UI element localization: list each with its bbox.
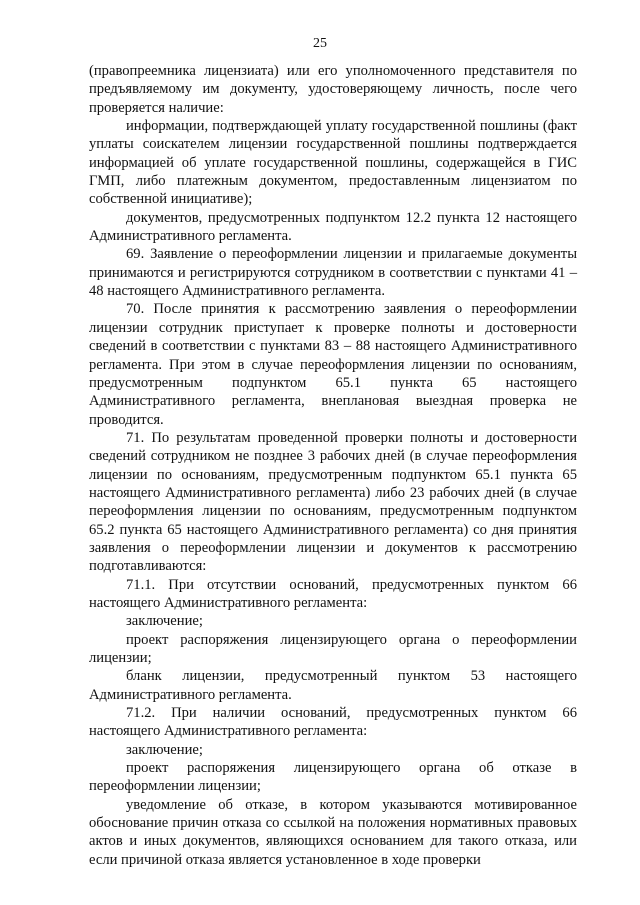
paragraph: информации, подтверждающей уплату государственной пошлины (факт уплаты соискателем лицензии государственной пошлины подтверждается информацией об уплате государственной пошлины, содержащейся в ГИС ГМП, либо платежным документом, предоставленным лицензиатом по собственной инициативе); xyxy=(89,118,577,208)
paragraph: уведомление об отказе, в котором указываются мотивированное обоснование причин отказа со ссылкой на положения нормативных правовых актов и иных документов, являющихся основанием для такого отказа, или если причиной отказа является установленное в ходе проверки xyxy=(89,796,577,868)
document-body xyxy=(89,62,577,869)
paragraph: проект распоряжения лицензирующего органа о переоформлении лицензии; xyxy=(89,631,577,666)
paragraph: бланк лицензии, предусмотренный пунктом 53 настоящего Административного регламента. xyxy=(89,668,577,703)
paragraph: заключение; xyxy=(126,613,203,630)
paragraph: проект распоряжения лицензирующего органа об отказе в переоформлении лицензии; xyxy=(89,760,577,795)
paragraph: документов, предусмотренных подпунктом 12.2 пункта 12 настоящего Административного регламента. xyxy=(89,209,577,245)
paragraph: (правопреемника лицензиата) или его уполномоченного представителя по предъявляемому им документу, удостоверяющему личность, после чего проверяется наличие: xyxy=(89,63,577,116)
paragraph: 71.1. При отсутствии оснований, предусмотренных пунктом 66 настоящего Административного регламента: xyxy=(89,576,577,611)
paragraph: 71.2. При наличии оснований, предусмотренных пунктом 66 настоящего Административного регламента: xyxy=(89,705,577,740)
paragraph: 71. По результатам проведенной проверки полноты и достоверности сведений сотрудником не позднее 3 рабочих дней (в случае переоформления лицензии по основаниям, предусмотренным подпунктом 65.1 пункта 65 настоящего Административного регламента) либо 23 рабочих дней (в случае переоформления лицензии по основаниям, предусмотренным подпунктом 65.2 пункта 65 настоящего Административного регламента) со дня принятия заявления о переоформлении лицензии и документов к рассмотрению подготавливаются: xyxy=(89,429,577,575)
paragraph: 69. Заявление о переоформлении лицензии и прилагаемые документы принимаются и регистрируются сотрудником в соответствии с пунктами 41 – 48 настоящего Административного регламента. xyxy=(89,246,577,300)
page-number: 25 xyxy=(313,36,327,51)
paragraph: заключение; xyxy=(126,741,203,758)
paragraph: 70. После принятия к рассмотрению заявления о переоформлении лицензии сотрудник приступает к проверке полноты и достоверности сведений в соответствии с пунктами 83 – 88 настоящего Административного регламента. При этом в случае переоформления лицензии по основаниям, предусмотренным подпунктом 65.1 пункта 65 настоящего Административного регламента, внеплановая выездная проверка не проводится. xyxy=(89,301,577,428)
